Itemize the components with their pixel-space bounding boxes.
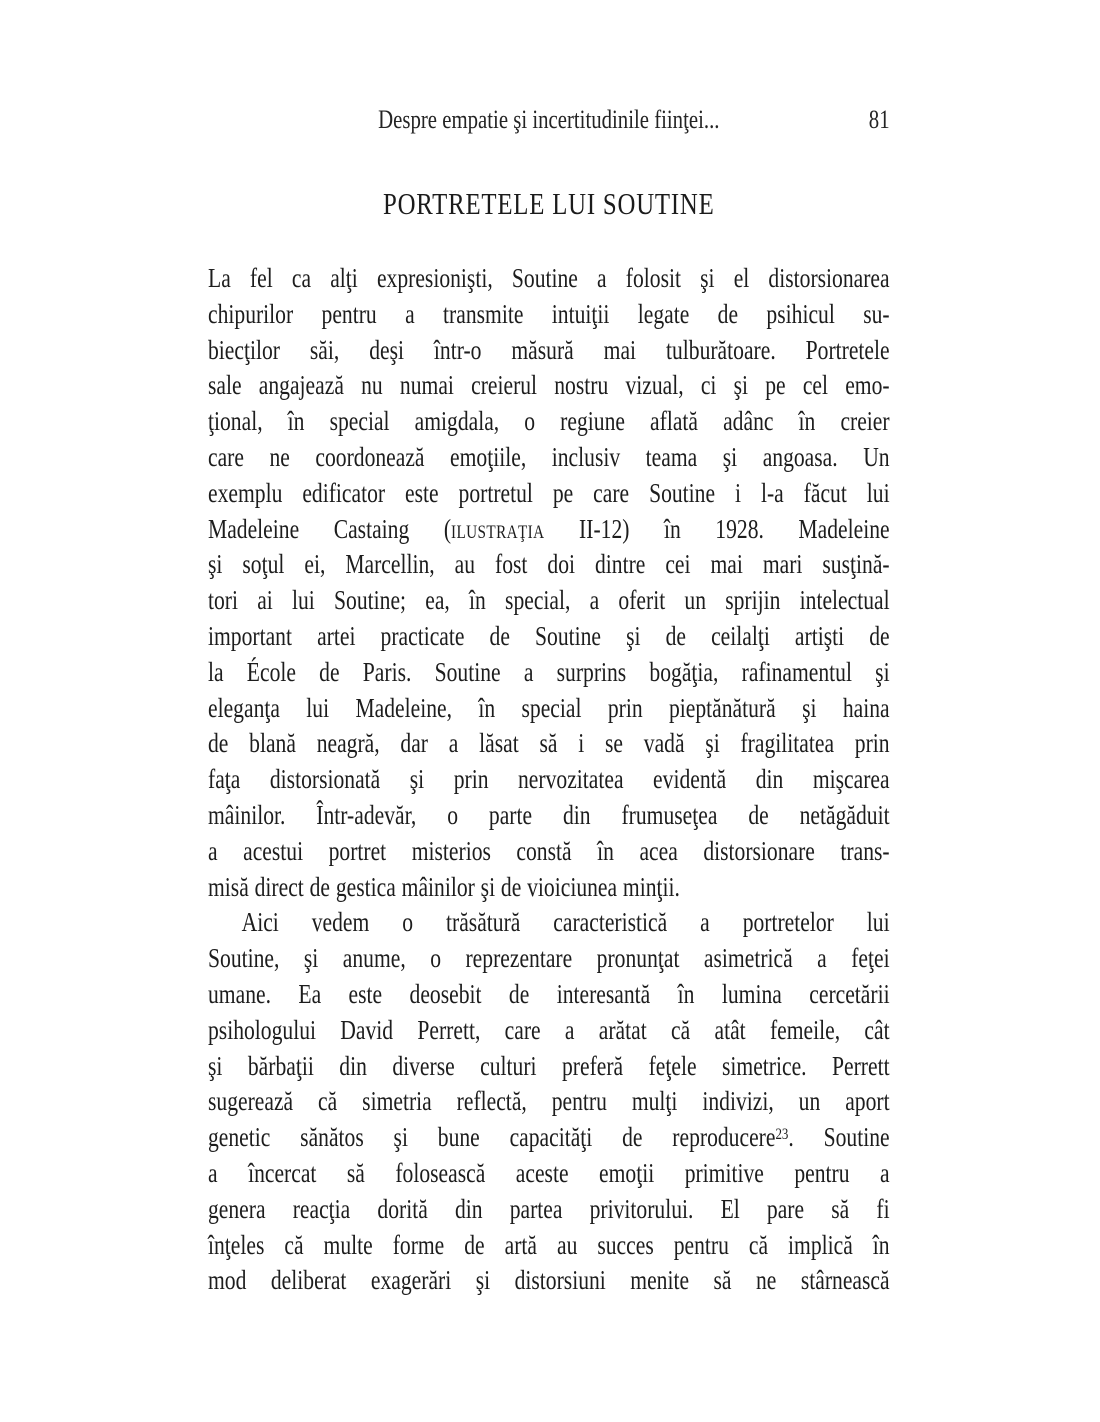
body-text bbox=[208, 261, 890, 1299]
text-line: ţional, în special amigdala, o regiune aflată adânc în creier bbox=[208, 406, 890, 437]
text-line: chipurilor pentru a transmite intuiţii legate de psihicul su- bbox=[208, 298, 890, 329]
text-line: Soutine, şi anume, o reprezentare pronunţat asimetrică a feţei bbox=[208, 943, 890, 974]
text-line: important artei practicate de Soutine şi de ceilalţi artişti de bbox=[208, 620, 890, 651]
text-line: sale angajează nu numai creierul nostru vizual, ci şi pe cel emo- bbox=[208, 370, 890, 401]
text-line: a acestui portret misterios constă în acea distorsionare trans- bbox=[208, 835, 890, 866]
text-line: genetic sănătos şi bune capacităţi de reproducere$^{23}$. Soutine bbox=[208, 1122, 890, 1153]
text-line: genera reacţia dorită din partea privitorului. El pare să fi bbox=[208, 1193, 890, 1224]
text-line: mod deliberat exagerări şi distorsiuni menite să ne stârnească bbox=[208, 1265, 890, 1296]
text-line: Aici vedem o trăsătură caracteristică a portretelor lui bbox=[241, 907, 890, 938]
text-line: tori ai lui Soutine; ea, în special, a oferit un sprijin intelectual bbox=[208, 585, 890, 616]
text-line: biecţilor săi, deşi într-o măsură mai tulburătoare. Portretele bbox=[208, 334, 890, 365]
text-line: La fel ca alţi expresionişti, Soutine a folosit şi el distorsionarea bbox=[208, 263, 890, 293]
running-header-title: Despre empatie şi incertitudinile fiinţei... bbox=[378, 105, 720, 134]
page-number: 81 bbox=[868, 105, 890, 134]
text-line: umane. Ea este deosebit de interesantă în lumina cercetării bbox=[208, 978, 890, 1009]
footnote-reference: 23 bbox=[775, 1124, 789, 1143]
text-line: exemplu edificator este portretul pe care Soutine i l-a făcut lui bbox=[208, 477, 890, 508]
small-caps-text: ilustraţia bbox=[451, 513, 545, 544]
text-line: care ne coordonează emoţiile, inclusiv teama şi angoasa. Un bbox=[208, 441, 890, 472]
text-line: misă direct de gestica mâinilor şi de vioiciunea minţii. bbox=[208, 871, 680, 902]
section-title: PORTRETELE LUI SOUTINE bbox=[383, 186, 715, 221]
text-line: a încercat să folosească aceste emoţii primitive pentru a bbox=[208, 1157, 890, 1188]
text-line: faţa distorsionată şi prin nervozitatea evidentă din mişcarea bbox=[208, 764, 890, 795]
page-content-column bbox=[208, 0, 890, 1422]
text-line: înţeles că multe forme de artă au succes pentru că implică în bbox=[208, 1229, 890, 1260]
text-line: şi soţul ei, Marcellin, au fost doi dintre cei mai mari susţină- bbox=[208, 549, 890, 580]
text-line: eleganţa lui Madeleine, în special prin pieptănătură şi haina bbox=[208, 692, 890, 723]
text-line: mâinilor. Într-adevăr, o parte din frumuseţea de netăgăduit bbox=[208, 799, 890, 830]
text-line: şi bărbaţii din diverse culturi preferă feţele simetrice. Perrett bbox=[208, 1050, 890, 1081]
paragraph bbox=[208, 905, 890, 1299]
text-line: de blană neagră, dar a lăsat să i se vadă şi fragilitatea prin bbox=[208, 728, 890, 759]
text-line: sugerează că simetria reflectă, pentru mulţi indivizi, un aport bbox=[208, 1086, 890, 1117]
paragraph bbox=[208, 261, 890, 905]
text-line: Madeleine Castaing (ilustraţia II-12) în 1928. Madeleine bbox=[208, 513, 890, 544]
running-header bbox=[208, 104, 890, 136]
text-line: la École de Paris. Soutine a surprins bogăţia, rafinamentul şi bbox=[208, 656, 890, 687]
text-line: psihologului David Perrett, care a arătat că atât femeile, cât bbox=[208, 1014, 890, 1045]
